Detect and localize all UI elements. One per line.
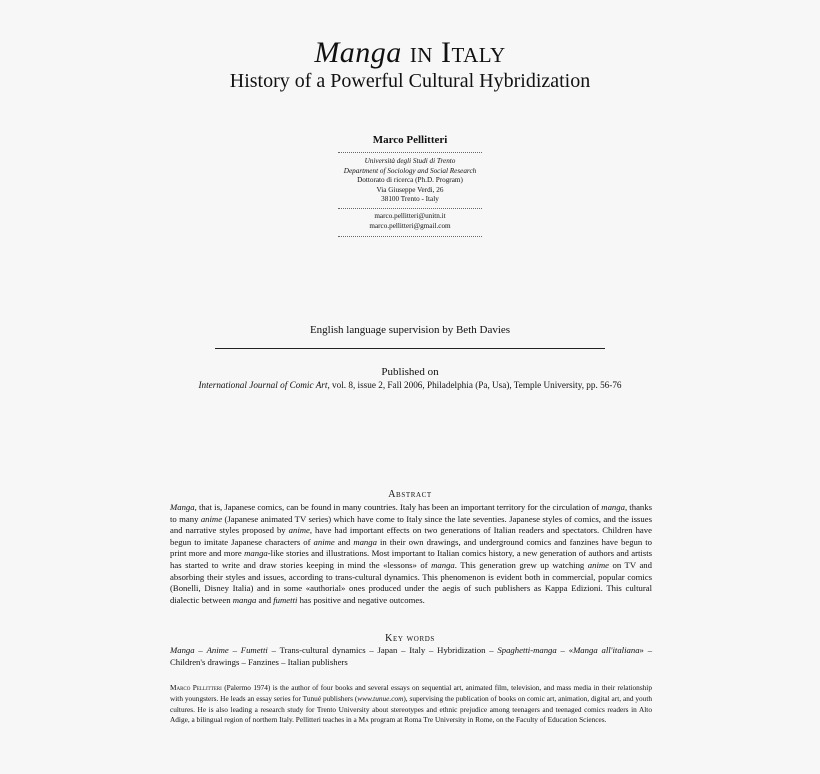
tunue-url[interactable]: www.tunue.com [357, 693, 404, 703]
journal-name: International Journal of Comic Art [198, 380, 328, 390]
keywords-heading: Key words [385, 633, 435, 644]
dotted-divider-1 [338, 152, 482, 153]
affiliation-block [0, 157, 820, 205]
paper-subtitle: History of a Powerful Cultural Hybridization [229, 70, 591, 92]
dotted-divider-3 [338, 236, 482, 237]
horizontal-rule [215, 348, 605, 349]
title-in: in [409, 36, 433, 69]
affiliation-street: Via Giuseppe Verdi, 26 [376, 185, 444, 194]
email-unitn[interactable]: marco.pellitteri@unitn.it [374, 212, 446, 220]
paper-title [0, 36, 820, 70]
email-gmail[interactable]: marco.pellitteri@gmail.com [369, 221, 451, 230]
journal-details: , vol. 8, issue 2, Fall 2006, Philadelphia (Pa, Usa), Temple University, pp. 56-76 [327, 380, 622, 390]
journal-citation [0, 380, 820, 390]
author-name: Marco Pellitteri [372, 134, 448, 146]
published-on-label: Published on [381, 366, 439, 378]
dotted-divider-2 [338, 208, 482, 209]
email-block [0, 212, 820, 231]
title-manga: Manga [314, 36, 402, 69]
affiliation-department: Department of Sociology and Social Research [343, 166, 477, 175]
abstract-body: Manga, that is, Japanese comics, can be found in many countries. Italy has been an important territory for the circulation of manga, thanks to many anime (Japanese animated TV series) which have come to Italy since the late seventies. Japanese styles of comics, and the issues and narrative styles proposed by anime, have had important effects on two generations of Italian readers and spectators. Children have begun to imitate Japanese characters of anime and manga in their own drawings, and underground comics and fanzines have begun to print more and more manga-like stories and illustrations. Most important to Italian comics history, a new generation of authors and artists has started to write and draw stories keeping in mind the «lessons» of manga. This generation grew up watching anime on TV and absorbing their styles and issues, according to trans-cultural dynamics. This phenomenon is evident both in commercial, popular comics (Bonelli, Disney Italia) and in some «authorial» ones produced under the aegis of such publishers as Kappa Edizioni. This cultural dialectic between manga and fumetti has positive and negative outcomes. [170, 502, 653, 605]
title-italy: Italy [440, 36, 506, 69]
affiliation-city: 38100 Trento - Italy [381, 195, 439, 204]
author-bio: Marco Pellitteri (Palermo 1974) is the author of four books and several essays on sequential art, animated film, television, and mass media in their relationship with youngsters. He leads an essay series for Tunué publishers (www.tunue.com), supervising the publication of books on comic art, animation, digital art, and youth cultures. He is also leading a research study for Trento University about stereotypes and ethnic prejudice among teenagers and teenaged comics readers in Alto Adige, a bilingual region of northern Italy. Pellitteri teaches in a Ma program at Roma Tre University in Rome, on the Faculty of Education Sciences. [170, 683, 653, 725]
affiliation-program: Dottorato di ricerca (Ph.D. Program) [357, 176, 463, 185]
language-supervision: English language supervision by Beth Davies [309, 324, 511, 336]
keywords-body: Manga – Anime – Fumetti – Trans-cultural dynamics – Japan – Italy – Hybridization – Spaghetti-manga – «Manga all'italiana» – Children's drawings – Fanzines – Italian publishers [170, 645, 653, 667]
affiliation-university: Università degli Studi di Trento [364, 157, 456, 165]
abstract-heading: Abstract [388, 489, 432, 500]
